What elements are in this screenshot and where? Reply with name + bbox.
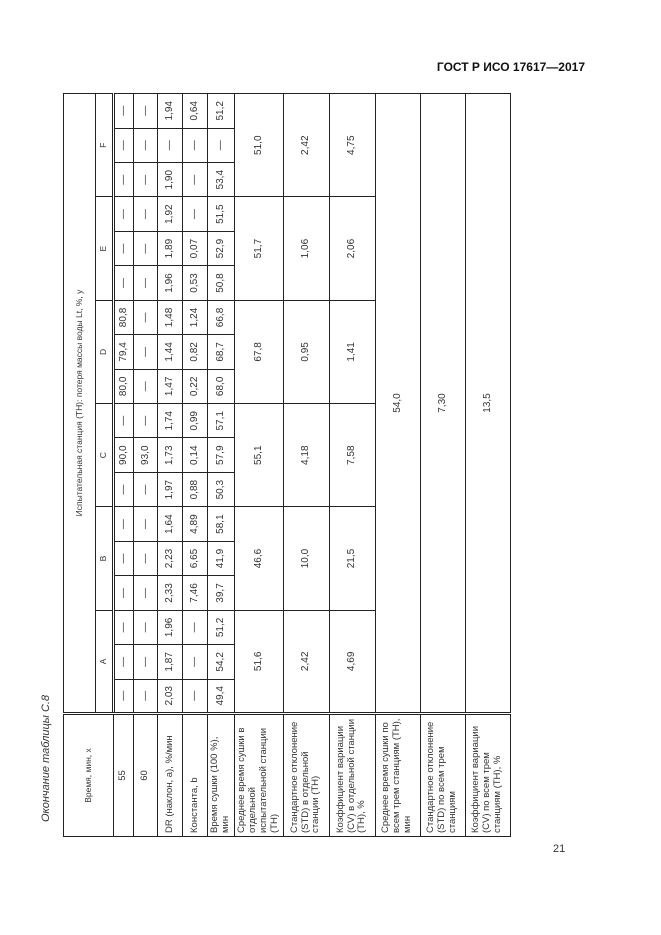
cell-value: — [134, 679, 158, 713]
stat-value: 2,42 [283, 610, 329, 713]
cell-value: — [114, 94, 134, 129]
cell-value: — [134, 369, 158, 403]
cell-value: 52,9 [208, 231, 235, 265]
standard-header: ГОСТ Р ИСО 17617—2017 [436, 60, 585, 74]
overall-stat-row [465, 94, 510, 837]
cell-value: — [183, 197, 208, 231]
cell-value: — [158, 128, 183, 162]
stat-value: 4,75 [329, 94, 375, 197]
row-label: DR (наклон, a), %/мин [158, 714, 183, 837]
station-stat-row [329, 94, 375, 837]
cell-value: 0,14 [183, 438, 208, 472]
row-label: Коэффициент вариации (CV) по всем трем станциям (TH), % [465, 714, 510, 837]
table-row [183, 94, 208, 837]
cell-value: 2,03 [158, 679, 183, 713]
cell-value: 1,87 [158, 645, 183, 679]
cell-value: — [134, 128, 158, 162]
stat-value: 2,06 [329, 197, 375, 300]
cell-value: — [134, 404, 158, 438]
cell-value: 1,90 [158, 163, 183, 197]
cell-value: — [134, 645, 158, 679]
station-header: E [96, 197, 114, 300]
cell-value: 51,2 [208, 94, 235, 129]
cell-value: 57,1 [208, 404, 235, 438]
cell-value: 1,96 [158, 610, 183, 644]
cell-value: — [114, 541, 134, 575]
cell-value: — [114, 266, 134, 300]
stat-value: 4,18 [283, 404, 329, 507]
stat-value: 0,95 [283, 300, 329, 403]
table-row [208, 94, 235, 837]
stat-value: 51,7 [234, 197, 283, 300]
row-label: Коэффициент вариации (CV) в отдельной станции (TH), % [329, 714, 375, 837]
row-label: 55 [114, 714, 134, 837]
stat-value: 67,8 [234, 300, 283, 403]
cell-value: — [208, 128, 235, 162]
stat-value: 4,69 [329, 610, 375, 713]
cell-value: — [183, 163, 208, 197]
cell-value: 50,3 [208, 472, 235, 506]
cell-value: — [114, 163, 134, 197]
cell-value: — [183, 679, 208, 713]
cell-value: — [134, 541, 158, 575]
overall-stat-row [375, 94, 420, 837]
cell-value: — [134, 197, 158, 231]
overall-value: 7,30 [420, 94, 465, 714]
stat-value: 1,41 [329, 300, 375, 403]
cell-value: — [134, 231, 158, 265]
cell-value: — [183, 645, 208, 679]
cell-value: — [114, 231, 134, 265]
page-number: 21 [553, 843, 566, 855]
cell-value: — [114, 645, 134, 679]
station-header: D [96, 300, 114, 403]
overall-value: 54,0 [375, 94, 420, 714]
cell-value: 66,8 [208, 300, 235, 334]
data-table [63, 93, 511, 837]
cell-value: 80,8 [114, 300, 134, 334]
overall-value: 13,5 [465, 94, 510, 714]
cell-value: 0,22 [183, 369, 208, 403]
station-header: C [96, 404, 114, 507]
stat-value: 1,06 [283, 197, 329, 300]
cell-value: 1,92 [158, 197, 183, 231]
cell-value: 0,64 [183, 94, 208, 129]
cell-value: — [134, 266, 158, 300]
table-row [114, 94, 134, 837]
cell-value: 1,24 [183, 300, 208, 334]
cell-value: 1,74 [158, 404, 183, 438]
cell-value: 39,7 [208, 576, 235, 610]
corner-label: Время, мин, x [64, 714, 114, 837]
cell-value: 0,53 [183, 266, 208, 300]
station-header: B [96, 507, 114, 610]
cell-value: 1,94 [158, 94, 183, 129]
cell-value: 1,47 [158, 369, 183, 403]
cell-value: — [114, 679, 134, 713]
cell-value: 68,0 [208, 369, 235, 403]
cell-value: 51,2 [208, 610, 235, 644]
cell-value: — [134, 472, 158, 506]
stat-value: 55,1 [234, 404, 283, 507]
cell-value: 1,97 [158, 472, 183, 506]
station-stat-row [283, 94, 329, 837]
cell-value: 54,2 [208, 645, 235, 679]
rotated-table-container [63, 93, 503, 837]
cell-value: 1,73 [158, 438, 183, 472]
stat-value: 7,58 [329, 404, 375, 507]
stat-value: 51,6 [234, 610, 283, 713]
row-label: Стандартное отклонение (STD) в отдельной станции (TH) [283, 714, 329, 837]
cell-value: 57,9 [208, 438, 235, 472]
station-stat-row [234, 94, 283, 837]
cell-value: 2,23 [158, 541, 183, 575]
row-label: Стандартное отклонение (STD) по всем трем станциям [420, 714, 465, 837]
cell-value: 53,4 [208, 163, 235, 197]
cell-value: 1,44 [158, 335, 183, 369]
cell-value: 79,4 [114, 335, 134, 369]
cell-value: 49,4 [208, 679, 235, 713]
row-label: 60 [134, 714, 158, 837]
cell-value: 1,96 [158, 266, 183, 300]
cell-value: 0,07 [183, 231, 208, 265]
cell-value: — [134, 610, 158, 644]
cell-value: — [114, 576, 134, 610]
cell-value: — [134, 335, 158, 369]
cell-value: — [134, 507, 158, 541]
cell-value: — [183, 128, 208, 162]
cell-value: 50,8 [208, 266, 235, 300]
table-row [158, 94, 183, 837]
cell-value: — [134, 300, 158, 334]
cell-value: 4,89 [183, 507, 208, 541]
cell-value: 68,7 [208, 335, 235, 369]
cell-value: 7,46 [183, 576, 208, 610]
station-header: F [96, 94, 114, 197]
stat-value: 51,0 [234, 94, 283, 197]
station-header: A [96, 610, 114, 713]
cell-value: 0,99 [183, 404, 208, 438]
stat-value: 2,42 [283, 94, 329, 197]
cell-value: — [114, 507, 134, 541]
cell-value: — [134, 94, 158, 129]
cell-value: — [114, 404, 134, 438]
table-caption: Окончание таблицы С.8 [40, 694, 52, 822]
cell-value: 58,1 [208, 507, 235, 541]
cell-value: 0,88 [183, 472, 208, 506]
table-row [134, 94, 158, 837]
row-label: Среднее время сушки в отдельной испытательной станции (TH) [234, 714, 283, 837]
overall-stat-row [420, 94, 465, 837]
row-label: Среднее время сушки по всем трем станциям (TH), мин [375, 714, 420, 837]
cell-value: — [183, 610, 208, 644]
cell-value: 93,0 [134, 438, 158, 472]
cell-value: — [114, 197, 134, 231]
cell-value: — [134, 163, 158, 197]
cell-value: — [114, 128, 134, 162]
row-label: Константа, b [183, 714, 208, 837]
cell-value: 80,0 [114, 369, 134, 403]
cell-value: 41,9 [208, 541, 235, 575]
group-header: Испытательная станция (TH): потеря массы воды Lt, %, y [64, 94, 96, 714]
cell-value: 1,89 [158, 231, 183, 265]
cell-value: — [114, 610, 134, 644]
cell-value: — [114, 472, 134, 506]
cell-value: 1,64 [158, 507, 183, 541]
cell-value: — [134, 576, 158, 610]
stat-value: 46,6 [234, 507, 283, 610]
cell-value: 6,65 [183, 541, 208, 575]
row-label: Время сушки (100 %), мин [208, 714, 235, 837]
cell-value: 0,82 [183, 335, 208, 369]
cell-value: 2,33 [158, 576, 183, 610]
stat-value: 21,5 [329, 507, 375, 610]
cell-value: 51,5 [208, 197, 235, 231]
cell-value: 90,0 [114, 438, 134, 472]
stat-value: 10,0 [283, 507, 329, 610]
cell-value: 1,48 [158, 300, 183, 334]
